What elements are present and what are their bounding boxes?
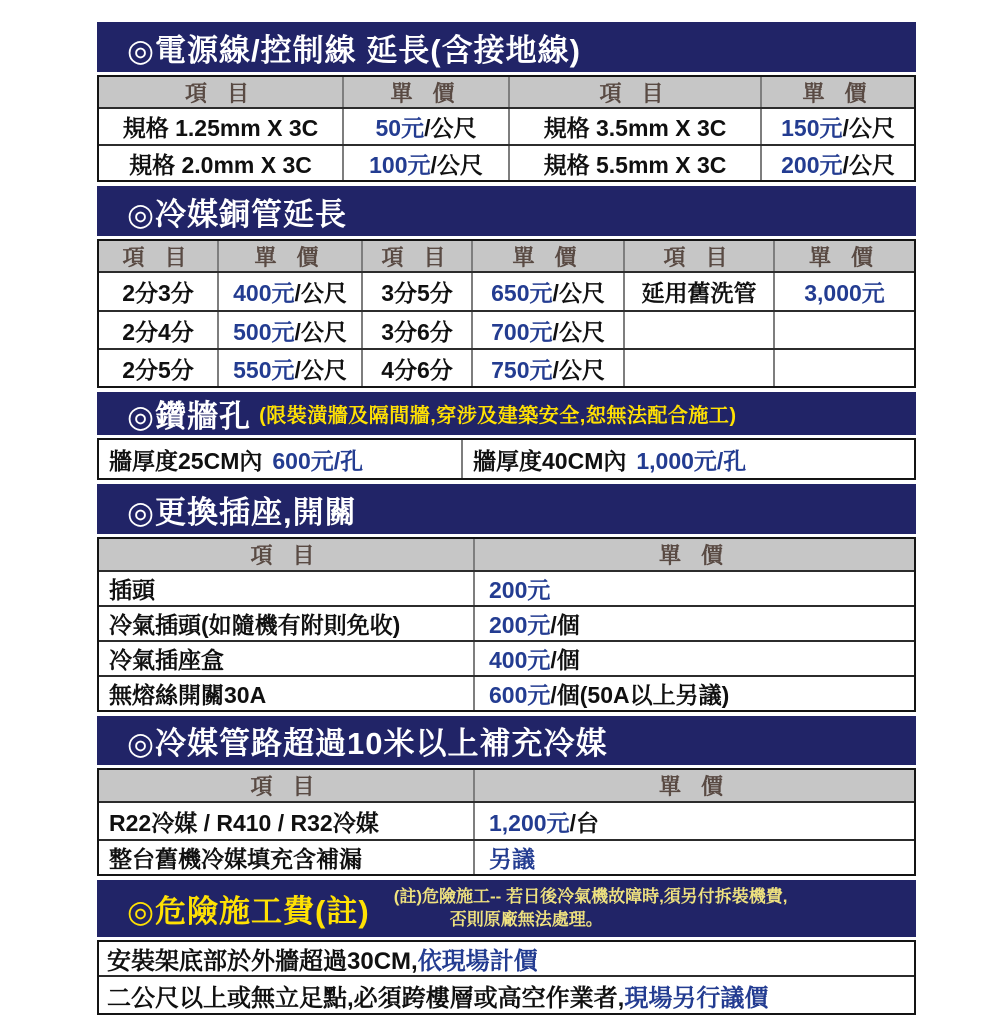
- section-danger-title: ◎危險施工費(註): [127, 894, 370, 929]
- price-value: 200元: [489, 577, 551, 603]
- condition-text: 安裝架底部於外牆超過30CM,: [107, 948, 418, 975]
- drill-table: [97, 438, 916, 480]
- price-note: 現場另行議價: [624, 984, 769, 1012]
- price-value: 3,000元: [804, 280, 885, 306]
- danger-row-cell: [99, 977, 914, 1013]
- column-header: 項 目: [250, 543, 322, 568]
- column-header: 項 目: [184, 80, 257, 106]
- danger-table: [97, 940, 916, 1015]
- danger-row-cell: [99, 942, 914, 975]
- price-unit: /公尺: [552, 280, 605, 306]
- price-cell: [471, 273, 623, 310]
- column-header: 項 目: [508, 77, 760, 107]
- item-label: 牆厚度40CM內: [473, 447, 627, 474]
- section-danger: [97, 880, 916, 1015]
- price-value: 750元: [491, 356, 553, 383]
- column-header: 項 目: [623, 241, 773, 271]
- item-cell: 整台舊機冷媒填充含補漏: [109, 846, 362, 872]
- price-value: 400元: [233, 280, 295, 306]
- price-unit: /公尺: [294, 318, 347, 345]
- item-cell: R22冷媒 / R410 / R32冷媒: [109, 809, 379, 836]
- price-cell: [473, 841, 914, 874]
- item-cell: [623, 312, 773, 348]
- section-copper-title: ◎冷媒銅管延長: [127, 196, 348, 232]
- price-cell: [342, 109, 508, 144]
- condition-text: 二公尺以上或無立足點,必須跨樓層或高空作業者,: [107, 984, 625, 1012]
- column-header: 單 價: [760, 77, 914, 107]
- section-drill: [97, 392, 916, 480]
- refill-table-header-row: [99, 770, 914, 801]
- price-unit: /公尺: [842, 115, 895, 141]
- price-cell: [342, 146, 508, 180]
- section-copper: [97, 186, 916, 388]
- item-cell: 無熔絲開關30A: [109, 682, 267, 708]
- price-unit: /台: [569, 809, 599, 836]
- column-header: 單 價: [217, 241, 361, 271]
- item-label: 牆厚度25CM內: [109, 447, 263, 474]
- column-header: 項 目: [361, 241, 471, 271]
- item-cell: 插頭: [109, 577, 155, 603]
- item-cell: 規格 3.5mm X 3C: [508, 109, 760, 144]
- section-refill-title: ◎冷媒管路超過10米以上補充冷媒: [127, 726, 608, 761]
- section-drill-title: ◎鑽牆孔: [127, 399, 252, 434]
- price-value: 600元: [489, 682, 551, 708]
- price-unit: /公尺: [294, 356, 347, 383]
- item-cell: 規格 2.0mm X 3C: [129, 151, 312, 178]
- price-unit: /公尺: [430, 151, 483, 178]
- item-cell: 2分4分: [122, 318, 194, 345]
- price-cell: [99, 440, 461, 478]
- section-drill-header: [97, 392, 916, 435]
- price-value: 200元: [781, 151, 843, 178]
- item-cell: 規格 5.5mm X 3C: [508, 146, 760, 180]
- power-table: [97, 75, 916, 182]
- table-row: [99, 310, 914, 348]
- section-danger-header: [97, 880, 916, 937]
- price-unit: /公尺: [842, 151, 895, 178]
- section-danger-note: [394, 886, 792, 930]
- item-cell: 3分6分: [361, 312, 471, 348]
- copper-table: [97, 239, 916, 388]
- price-value: 400元: [489, 647, 551, 673]
- price-cell: [471, 312, 623, 348]
- table-row: [99, 801, 914, 839]
- price-value: 50元: [375, 115, 425, 141]
- price-value: 150元: [781, 115, 843, 141]
- price-cell: [473, 642, 914, 675]
- copper-table-header-row: [99, 241, 914, 271]
- danger-note-line1: (註)危險施工-- 若日後冷氣機故障時,須另付拆裝機費,: [393, 887, 788, 907]
- price-cell: [217, 312, 361, 348]
- price-cell: [773, 312, 914, 348]
- price-value: 1,200元: [489, 809, 570, 836]
- price-value: 650元: [491, 280, 553, 306]
- table-row: [99, 839, 914, 874]
- item-cell: 2分3分: [122, 280, 194, 306]
- table-row: [99, 640, 914, 675]
- item-cell: 延用舊洗管: [623, 273, 773, 310]
- price-cell: [473, 677, 914, 710]
- section-outlet-title: ◎更換插座,開關: [127, 494, 357, 530]
- section-refill-header: [97, 716, 916, 765]
- table-row: [99, 942, 914, 975]
- table-row: [99, 348, 914, 386]
- outlet-table: [97, 537, 916, 712]
- section-copper-header: [97, 186, 916, 236]
- table-row: [99, 605, 914, 640]
- item-cell: 規格 1.25mm X 3C: [122, 115, 319, 141]
- table-row: [99, 144, 914, 180]
- price-value: 500元: [233, 318, 295, 345]
- price-value: 550元: [233, 356, 295, 383]
- item-cell: 4分6分: [361, 350, 471, 386]
- price-cell: [473, 607, 914, 640]
- price-cell: [471, 350, 623, 386]
- column-header: 項 目: [250, 774, 322, 799]
- price-cell: [461, 440, 914, 478]
- refill-table: [97, 768, 916, 876]
- price-unit: /公尺: [424, 115, 477, 141]
- column-header: 單 價: [473, 770, 914, 801]
- price-cell: [473, 572, 914, 605]
- section-outlet: [97, 484, 916, 712]
- price-cell: [773, 273, 914, 310]
- table-row: [99, 271, 914, 310]
- item-cell: 2分5分: [122, 356, 194, 383]
- price-cell: [473, 803, 914, 839]
- danger-note-line2: 否則原廠無法處理。: [449, 909, 603, 929]
- column-header: 項 目: [122, 244, 194, 270]
- item-cell: 冷氣插頭(如隨機有附則免收): [109, 612, 401, 638]
- price-unit: /個: [550, 647, 580, 673]
- item-cell: 3分5分: [361, 273, 471, 310]
- section-refill: [97, 716, 916, 876]
- price-value: 600元/孔: [272, 447, 364, 474]
- price-value: 另議: [489, 846, 535, 872]
- price-unit: /公尺: [294, 280, 347, 306]
- price-value: 200元: [489, 612, 551, 638]
- column-header: 單 價: [773, 241, 914, 271]
- price-cell: [760, 146, 914, 180]
- price-cell: [773, 350, 914, 386]
- price-value: 1,000元/孔: [636, 447, 747, 474]
- table-row: [99, 570, 914, 605]
- table-row: [99, 107, 914, 144]
- item-cell: [623, 350, 773, 386]
- table-row: [99, 675, 914, 710]
- column-header: 單 價: [471, 241, 623, 271]
- column-header: 單 價: [473, 539, 914, 570]
- price-unit: /個(50A以上另議): [550, 682, 730, 708]
- section-power: [97, 22, 916, 182]
- price-value: 700元: [491, 318, 553, 345]
- section-drill-note: (限裝潢牆及隔間牆,穿涉及建築安全,恕無法配合施工): [259, 405, 737, 427]
- table-row: [99, 440, 914, 478]
- price-note: 依現場計價: [417, 948, 538, 975]
- price-unit: /公尺: [552, 356, 605, 383]
- item-cell: 冷氣插座盒: [109, 647, 224, 673]
- price-value: 100元: [369, 151, 431, 178]
- column-header: 單 價: [342, 77, 508, 107]
- outlet-table-header-row: [99, 539, 914, 570]
- table-row: [99, 975, 914, 1013]
- price-cell: [760, 109, 914, 144]
- price-unit: /公尺: [552, 318, 605, 345]
- section-outlet-header: [97, 484, 916, 534]
- section-power-header: [97, 22, 916, 72]
- price-cell: [217, 273, 361, 310]
- price-unit: /個: [550, 612, 580, 638]
- price-cell: [217, 350, 361, 386]
- price-list-poster: [97, 22, 916, 1019]
- section-power-title: ◎電源線/控制線 延長(含接地線): [127, 32, 581, 68]
- power-table-header-row: [99, 77, 914, 107]
